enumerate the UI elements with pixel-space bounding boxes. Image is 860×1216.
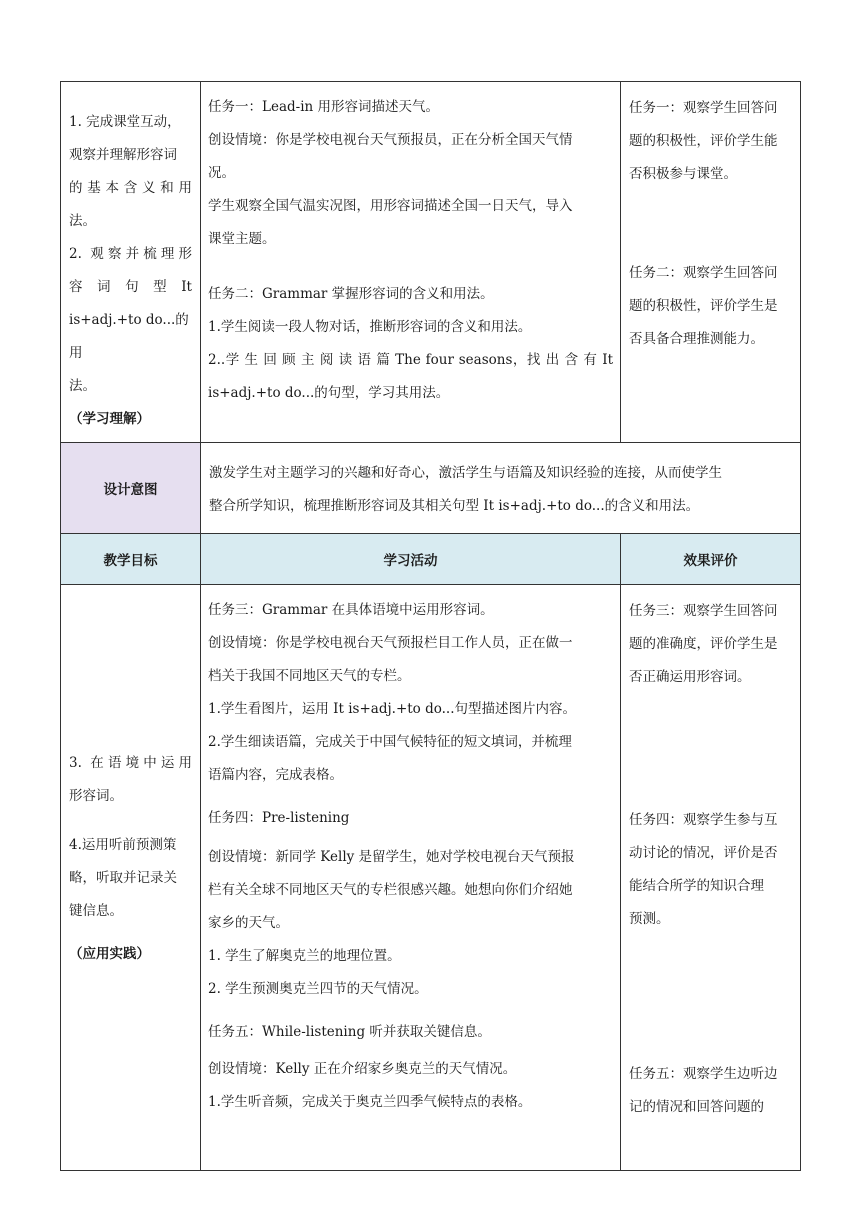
activity-line: 1.学生听音频，完成关于奥克兰四季气候特点的表格。 bbox=[208, 1094, 532, 1110]
design-intent-cell bbox=[201, 443, 801, 534]
activity-line: 创设情境：新同学 Kelly 是留学生，她对学校电视台天气预报 bbox=[208, 849, 575, 865]
design-intent-line: 激发学生对主题学习的兴趣和好奇心，激活学生与语篇及知识经验的连接，从而使学生 bbox=[209, 465, 722, 481]
evaluation-cell bbox=[621, 82, 801, 443]
design-intent-label: 设计意图 bbox=[61, 443, 201, 534]
evaluation-line: 任务五：观察学生边听边 bbox=[629, 1066, 778, 1082]
evaluation-line: 题的准确度，评价学生是 bbox=[629, 636, 778, 652]
table-row bbox=[61, 585, 801, 1171]
evaluation-line: 任务四：观察学生参与互 bbox=[629, 812, 778, 828]
objective-line: 键信息。 bbox=[69, 903, 123, 919]
activity-line: 家乡的天气。 bbox=[208, 915, 289, 931]
evaluation-line: 题的积极性，评价学生能 bbox=[629, 133, 778, 149]
activity-line: 任务二：Grammar 掌握形容词的含义和用法。 bbox=[208, 286, 494, 302]
objectives-cell bbox=[61, 585, 201, 1171]
activities-cell bbox=[201, 82, 621, 443]
activity-line: 档关于我国不同地区天气的专栏。 bbox=[208, 668, 411, 684]
objective-line: 略，听取并记录关 bbox=[69, 870, 177, 886]
activity-line: 学生观察全国气温实况图，用形容词描述全国一日天气，导入 bbox=[208, 198, 573, 214]
activity-line: 1.学生阅读一段人物对话，推断形容词的含义和用法。 bbox=[208, 319, 532, 335]
activity-line: 课堂主题。 bbox=[208, 231, 276, 247]
design-intent-row bbox=[61, 443, 801, 534]
objective-line: is+adj.+to do...的用 bbox=[69, 312, 189, 361]
evaluation-line: 记的情况和回答问题的 bbox=[629, 1099, 764, 1115]
design-intent-line: 整合所学知识，梳理推断形容词及其相关句型 It is+adj.+to do...的含义和用法。 bbox=[209, 498, 700, 514]
lesson-plan-table bbox=[60, 81, 801, 1171]
objective-category: （应用实践） bbox=[69, 946, 150, 962]
header-evaluation: 效果评价 bbox=[621, 534, 801, 585]
evaluation-line: 否积极参与课堂。 bbox=[629, 166, 737, 182]
objective-line: 观察并理解形容词 bbox=[69, 147, 177, 163]
activity-line: 创设情境：你是学校电视台天气预报员，正在分析全国天气情 bbox=[208, 132, 573, 148]
activity-line: 任务四：Pre-listening bbox=[208, 810, 350, 826]
table-row bbox=[61, 82, 801, 443]
activity-line: 1. 学生了解奥克兰的地理位置。 bbox=[208, 948, 401, 964]
objective-line: 法。 bbox=[69, 378, 96, 394]
activity-line: 任务五：While-listening 听并获取关键信息。 bbox=[208, 1024, 491, 1040]
evaluation-line: 否具备合理推测能力。 bbox=[629, 331, 764, 347]
objective-line: 2. 观察并梳理形 bbox=[69, 246, 192, 262]
objective-line: 3. 在语境中运用 bbox=[69, 755, 192, 771]
objective-line: 4.运用听前预测策 bbox=[69, 837, 177, 853]
activity-line: 2..学 生 回 顾 主 阅 读 语 篇 The four seasons，找 出 含 有 It bbox=[208, 352, 613, 368]
header-objectives: 教学目标 bbox=[61, 534, 201, 585]
activity-line: 任务一：Lead-in 用形容词描述天气。 bbox=[208, 99, 440, 115]
evaluation-line: 动讨论的情况，评价是否 bbox=[629, 845, 778, 861]
lesson-plan-page bbox=[60, 81, 800, 1171]
activity-line: 语篇内容，完成表格。 bbox=[208, 767, 343, 783]
table-header-row bbox=[61, 534, 801, 585]
evaluation-line: 任务三：观察学生回答问 bbox=[629, 603, 778, 619]
activity-line: 任务三：Grammar 在具体语境中运用形容词。 bbox=[208, 602, 494, 618]
objective-category: （学习理解） bbox=[69, 411, 150, 427]
activity-line: 创设情境：Kelly 正在介绍家乡奥克兰的天气情况。 bbox=[208, 1061, 517, 1077]
activity-line: 1.学生看图片，运用 It is+adj.+to do...句型描述图片内容。 bbox=[208, 701, 577, 717]
activity-line: is+adj.+to do...的句型，学习其用法。 bbox=[208, 385, 450, 401]
evaluation-line: 预测。 bbox=[629, 911, 670, 927]
objective-line: 1. 完成课堂互动， bbox=[69, 114, 181, 130]
evaluation-line: 否正确运用形容词。 bbox=[629, 669, 751, 685]
activities-cell bbox=[201, 585, 621, 1171]
activity-line: 2.学生细读语篇，完成关于中国气候特征的短文填词，并梳理 bbox=[208, 734, 572, 750]
activity-line: 栏有关全球不同地区天气的专栏很感兴趣。她想向你们介绍她 bbox=[208, 882, 573, 898]
activity-line: 况。 bbox=[208, 165, 235, 181]
objectives-cell bbox=[61, 82, 201, 443]
objective-line: 容 词 句 型 It bbox=[69, 279, 192, 295]
objective-line: 的基本含义和用 bbox=[69, 180, 192, 196]
evaluation-line: 任务二：观察学生回答问 bbox=[629, 265, 778, 281]
evaluation-cell bbox=[621, 585, 801, 1171]
header-activities: 学习活动 bbox=[201, 534, 621, 585]
activity-line: 2. 学生预测奥克兰四节的天气情况。 bbox=[208, 981, 428, 997]
evaluation-line: 能结合所学的知识合理 bbox=[629, 878, 764, 894]
objective-line: 形容词。 bbox=[69, 788, 123, 804]
evaluation-line: 题的积极性，评价学生是 bbox=[629, 298, 778, 314]
activity-line: 创设情境：你是学校电视台天气预报栏目工作人员，正在做一 bbox=[208, 635, 573, 651]
objective-line: 法。 bbox=[69, 213, 96, 229]
evaluation-line: 任务一：观察学生回答问 bbox=[629, 100, 778, 116]
